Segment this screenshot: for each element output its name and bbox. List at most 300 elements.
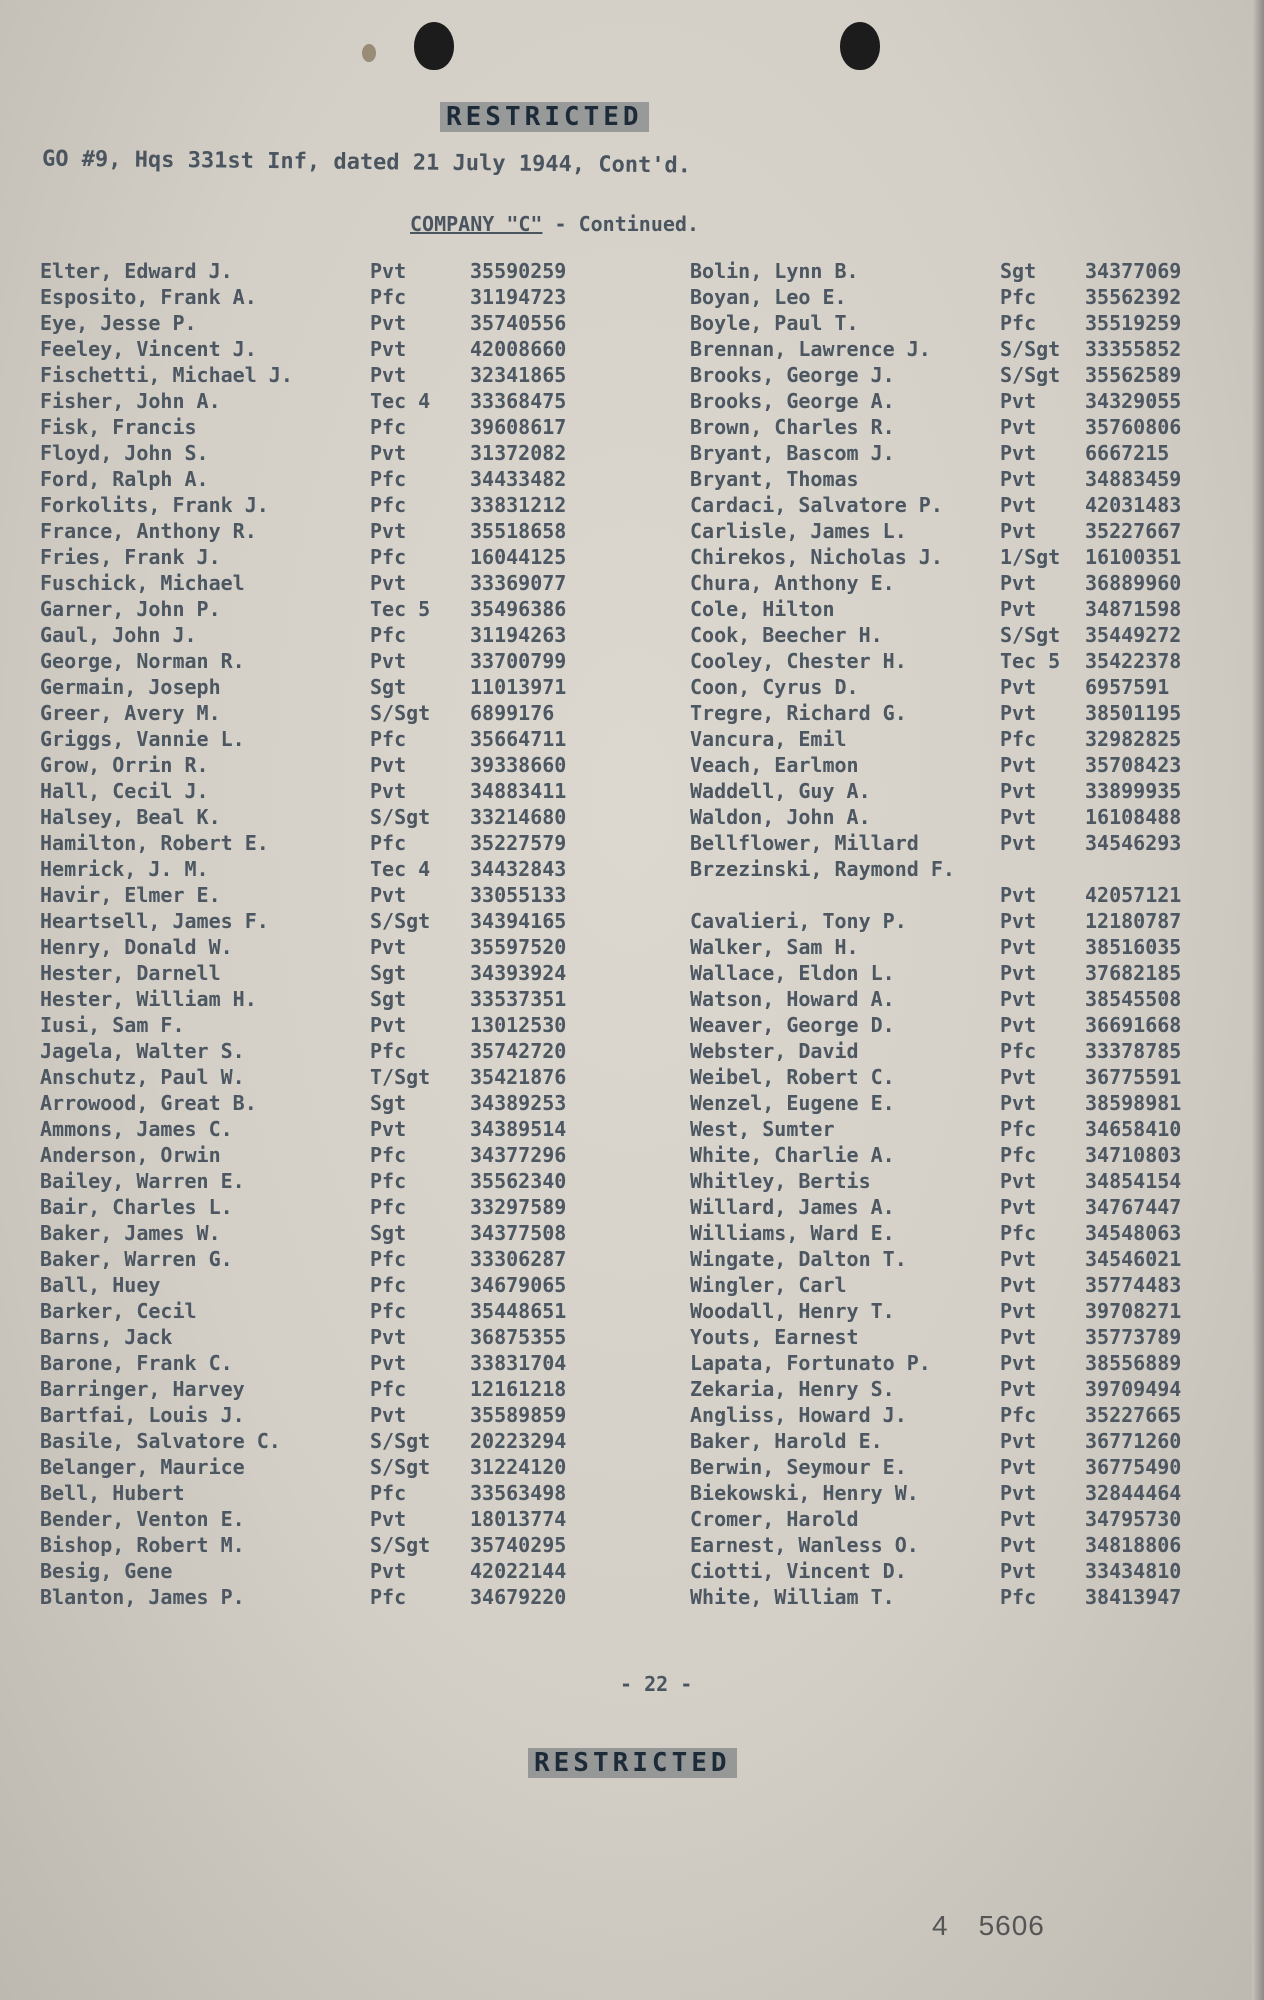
roster-entry: [690, 648, 1250, 674]
roster-entry: [40, 1246, 620, 1272]
soldier-rank: Pvt: [370, 337, 407, 361]
soldier-serial-number: 34871598: [1085, 597, 1182, 621]
roster-entry: [690, 1116, 1250, 1142]
soldier-serial-number: 36691668: [1085, 1013, 1182, 1037]
roster-entry: [40, 648, 620, 674]
roster-entry: [40, 1012, 620, 1038]
soldier-rank: Pfc: [370, 545, 407, 569]
roster-entry: [690, 986, 1250, 1012]
soldier-serial-number: 34377508: [470, 1221, 567, 1245]
roster-entry: [40, 1350, 620, 1376]
roster-entry: [40, 1584, 620, 1610]
soldier-serial-number: 33355852: [1085, 337, 1182, 361]
roster-entry: [690, 1402, 1250, 1428]
soldier-serial-number: 34432843: [470, 857, 567, 881]
soldier-serial-number: 33537351: [470, 987, 567, 1011]
soldier-rank: Pvt: [1000, 493, 1037, 517]
soldier-serial-number: 35448651: [470, 1299, 567, 1323]
soldier-serial-number: 33368475: [470, 389, 567, 413]
roster-entry: [40, 1506, 620, 1532]
soldier-name: Hester, William H.: [40, 987, 257, 1011]
soldier-name: Arrowood, Great B.: [40, 1091, 257, 1115]
roster-entry: [690, 882, 1250, 908]
soldier-serial-number: 34546293: [1085, 831, 1182, 855]
soldier-serial-number: 34710803: [1085, 1143, 1182, 1167]
soldier-rank: Pfc: [370, 831, 407, 855]
soldier-serial-number: 35760806: [1085, 415, 1182, 439]
roster-entry: [40, 1324, 620, 1350]
soldier-rank: Pfc: [1000, 1221, 1037, 1245]
roster-entry: [690, 596, 1250, 622]
soldier-rank: S/Sgt: [370, 1533, 431, 1557]
soldier-rank: S/Sgt: [370, 1455, 431, 1479]
roster-entry: [40, 752, 620, 778]
soldier-serial-number: 34767447: [1085, 1195, 1182, 1219]
soldier-serial-number: 12161218: [470, 1377, 567, 1401]
roster-entry: [40, 284, 620, 310]
soldier-name: Eye, Jesse P.: [40, 311, 197, 335]
roster-entry: [690, 1506, 1250, 1532]
soldier-rank: Pfc: [370, 1195, 407, 1219]
roster-entry: [40, 492, 620, 518]
soldier-serial-number: 35227579: [470, 831, 567, 855]
roster-entry: [690, 1428, 1250, 1454]
roster-entry: [40, 388, 620, 414]
soldier-rank: Pvt: [1000, 1299, 1037, 1323]
soldier-serial-number: 36889960: [1085, 571, 1182, 595]
soldier-serial-number: 33831704: [470, 1351, 567, 1375]
soldier-name: Henry, Donald W.: [40, 935, 233, 959]
soldier-rank: Pfc: [1000, 311, 1037, 335]
soldier-name: Boyan, Leo E.: [690, 285, 847, 309]
soldier-rank: S/Sgt: [370, 701, 431, 725]
soldier-serial-number: 39338660: [470, 753, 567, 777]
soldier-rank: Pvt: [1000, 441, 1037, 465]
soldier-rank: Pfc: [1000, 1143, 1037, 1167]
soldier-rank: Pvt: [370, 363, 407, 387]
soldier-serial-number: 36775490: [1085, 1455, 1182, 1479]
soldier-rank: Pvt: [370, 1013, 407, 1037]
soldier-rank: Pvt: [1000, 1247, 1037, 1271]
roster-entry: [40, 1064, 620, 1090]
soldier-serial-number: 35773789: [1085, 1325, 1182, 1349]
soldier-rank: Tec 4: [370, 857, 431, 881]
roster-entry: [40, 700, 620, 726]
roster-entry: [40, 778, 620, 804]
soldier-serial-number: 6957591: [1085, 675, 1170, 699]
soldier-serial-number: 35589859: [470, 1403, 567, 1427]
roster-entry: [690, 830, 1250, 856]
soldier-serial-number: 35519259: [1085, 311, 1182, 335]
soldier-rank: Pvt: [370, 1117, 407, 1141]
roster-entry: [40, 1428, 620, 1454]
soldier-name: Forkolits, Frank J.: [40, 493, 269, 517]
soldier-name: Wallace, Eldon L.: [690, 961, 895, 985]
soldier-rank: Pvt: [1000, 909, 1037, 933]
soldier-rank: Pvt: [1000, 701, 1037, 725]
soldier-name: Walker, Sam H.: [690, 935, 859, 959]
soldier-rank: Pvt: [1000, 1273, 1037, 1297]
roster-entry: [690, 960, 1250, 986]
soldier-rank: Pvt: [1000, 1559, 1037, 1583]
soldier-name: Brooks, George A.: [690, 389, 895, 413]
soldier-serial-number: 34393924: [470, 961, 567, 985]
soldier-serial-number: 42008660: [470, 337, 567, 361]
roster-entry: [40, 1532, 620, 1558]
soldier-name: Heartsell, James F.: [40, 909, 269, 933]
soldier-rank: Pvt: [1000, 883, 1037, 907]
soldier-name: Belanger, Maurice: [40, 1455, 245, 1479]
roster-entry: [690, 492, 1250, 518]
soldier-name: Watson, Howard A.: [690, 987, 895, 1011]
roster-entry: [40, 1090, 620, 1116]
soldier-name: Floyd, John S.: [40, 441, 209, 465]
soldier-serial-number: 37682185: [1085, 961, 1182, 985]
soldier-name: Fries, Frank J.: [40, 545, 221, 569]
soldier-rank: S/Sgt: [370, 1429, 431, 1453]
soldier-serial-number: 12180787: [1085, 909, 1182, 933]
roster-entry: [40, 1220, 620, 1246]
roster-entry: [690, 1012, 1250, 1038]
soldier-name: Ammons, James C.: [40, 1117, 233, 1141]
soldier-serial-number: 34679065: [470, 1273, 567, 1297]
soldier-serial-number: 35740556: [470, 311, 567, 335]
soldier-serial-number: 18013774: [470, 1507, 567, 1531]
pencil-annotation: [932, 1910, 1045, 1942]
soldier-rank: Pvt: [1000, 1195, 1037, 1219]
soldier-name: Barringer, Harvey: [40, 1377, 245, 1401]
soldier-name: Bryant, Thomas: [690, 467, 859, 491]
soldier-rank: Pfc: [370, 1377, 407, 1401]
roster-entry: [690, 1246, 1250, 1272]
soldier-serial-number: 35449272: [1085, 623, 1182, 647]
soldier-rank: Pfc: [370, 623, 407, 647]
roster-entry: [40, 1142, 620, 1168]
soldier-name: West, Sumter: [690, 1117, 835, 1141]
soldier-name: Baker, Warren G.: [40, 1247, 233, 1271]
soldier-name: Carlisle, James L.: [690, 519, 907, 543]
soldier-name: Basile, Salvatore C.: [40, 1429, 281, 1453]
soldier-serial-number: 35590259: [470, 259, 567, 283]
soldier-rank: S/Sgt: [1000, 363, 1061, 387]
soldier-name: Brennan, Lawrence J.: [690, 337, 931, 361]
soldier-rank: Sgt: [370, 1091, 407, 1115]
soldier-serial-number: 35422378: [1085, 649, 1182, 673]
soldier-serial-number: 16044125: [470, 545, 567, 569]
roster-entry: [690, 778, 1250, 804]
soldier-name: Fisk, Francis: [40, 415, 197, 439]
soldier-serial-number: 34389514: [470, 1117, 567, 1141]
roster-entry: [690, 1298, 1250, 1324]
soldier-name: Bolin, Lynn B.: [690, 259, 859, 283]
roster-entry: [690, 1532, 1250, 1558]
roster-entry: [40, 1116, 620, 1142]
soldier-serial-number: 38413947: [1085, 1585, 1182, 1609]
soldier-name: Willard, James A.: [690, 1195, 895, 1219]
soldier-rank: Sgt: [1000, 259, 1037, 283]
soldier-rank: Pfc: [1000, 727, 1037, 751]
soldier-rank: Pvt: [1000, 1481, 1037, 1505]
roster-entry: [690, 544, 1250, 570]
soldier-serial-number: 33700799: [470, 649, 567, 673]
soldier-rank: Pvt: [370, 441, 407, 465]
soldier-rank: Pvt: [1000, 1065, 1037, 1089]
soldier-rank: Tec 5: [1000, 649, 1061, 673]
soldier-serial-number: 34658410: [1085, 1117, 1182, 1141]
soldier-rank: Pvt: [370, 1351, 407, 1375]
soldier-serial-number: 34546021: [1085, 1247, 1182, 1271]
roster-entry: [40, 1480, 620, 1506]
soldier-serial-number: 11013971: [470, 675, 567, 699]
roster-entry: [690, 1168, 1250, 1194]
soldier-rank: Pfc: [370, 727, 407, 751]
soldier-name: Brooks, George J.: [690, 363, 895, 387]
roster-right-column: [690, 258, 1250, 1610]
roster-entry: [690, 336, 1250, 362]
soldier-rank: Pvt: [370, 753, 407, 777]
roster-entry: [40, 622, 620, 648]
soldier-name: Fisher, John A.: [40, 389, 221, 413]
soldier-name: Brzezinski, Raymond F.: [690, 857, 955, 881]
roster-entry: [690, 1558, 1250, 1584]
soldier-name: Ball, Huey: [40, 1273, 161, 1297]
soldier-serial-number: 20223294: [470, 1429, 567, 1453]
soldier-serial-number: 36775591: [1085, 1065, 1182, 1089]
soldier-rank: Pfc: [370, 1143, 407, 1167]
soldier-name: Chura, Anthony E.: [690, 571, 895, 595]
roster-entry: [690, 1454, 1250, 1480]
soldier-name: Webster, David: [690, 1039, 859, 1063]
soldier-rank: T/Sgt: [370, 1065, 431, 1089]
soldier-name: Cooley, Chester H.: [690, 649, 907, 673]
soldier-serial-number: 34883459: [1085, 467, 1182, 491]
soldier-serial-number: 35421876: [470, 1065, 567, 1089]
soldier-name: Hester, Darnell: [40, 961, 221, 985]
roster-entry: [690, 414, 1250, 440]
punch-hole-left: [414, 22, 454, 70]
soldier-serial-number: 31194263: [470, 623, 567, 647]
roster-entry: [690, 388, 1250, 414]
soldier-name: Waddell, Guy A.: [690, 779, 871, 803]
roster-entry: [40, 414, 620, 440]
soldier-name: Earnest, Wanless O.: [690, 1533, 919, 1557]
soldier-name: Bair, Charles L.: [40, 1195, 233, 1219]
soldier-rank: Pvt: [1000, 1091, 1037, 1115]
soldier-name: Ciotti, Vincent D.: [690, 1559, 907, 1583]
soldier-rank: Pvt: [1000, 389, 1037, 413]
soldier-name: White, Charlie A.: [690, 1143, 895, 1167]
soldier-serial-number: 35664711: [470, 727, 567, 751]
soldier-serial-number: 35708423: [1085, 753, 1182, 777]
roster-entry: [690, 1376, 1250, 1402]
soldier-serial-number: 42022144: [470, 1559, 567, 1583]
soldier-name: Whitley, Bertis: [690, 1169, 871, 1193]
soldier-serial-number: 42031483: [1085, 493, 1182, 517]
soldier-rank: Pvt: [1000, 1013, 1037, 1037]
soldier-serial-number: 34377296: [470, 1143, 567, 1167]
soldier-name: Bailey, Warren E.: [40, 1169, 245, 1193]
soldier-name: Brown, Charles R.: [690, 415, 895, 439]
soldier-serial-number: 38598981: [1085, 1091, 1182, 1115]
roster-entry: [40, 1298, 620, 1324]
soldier-rank: Pvt: [370, 779, 407, 803]
soldier-name: Griggs, Vannie L.: [40, 727, 245, 751]
soldier-name: Feeley, Vincent J.: [40, 337, 257, 361]
restricted-stamp-bottom: RESTRICTED: [528, 1748, 737, 1778]
soldier-serial-number: 34329055: [1085, 389, 1182, 413]
soldier-name: White, William T.: [690, 1585, 895, 1609]
soldier-rank: Pvt: [370, 519, 407, 543]
soldier-name: Wingler, Carl: [690, 1273, 847, 1297]
soldier-name: Barns, Jack: [40, 1325, 173, 1349]
soldier-name: Hemrick, J. M.: [40, 857, 209, 881]
roster-entry: [40, 1454, 620, 1480]
soldier-serial-number: 33434810: [1085, 1559, 1182, 1583]
soldier-name: Woodall, Henry T.: [690, 1299, 895, 1323]
soldier-name: Barone, Frank C.: [40, 1351, 233, 1375]
roster-entry: [690, 700, 1250, 726]
soldier-name: Fuschick, Michael: [40, 571, 245, 595]
soldier-rank: Tec 4: [370, 389, 431, 413]
roster-entry: [40, 934, 620, 960]
soldier-rank: Pvt: [1000, 805, 1037, 829]
soldier-name: Baker, Harold E.: [690, 1429, 883, 1453]
soldier-rank: Pvt: [1000, 415, 1037, 439]
pencil-annotation-a: 4: [932, 1910, 949, 1941]
soldier-name: Germain, Joseph: [40, 675, 221, 699]
roster-entry: [690, 622, 1250, 648]
soldier-serial-number: 13012530: [470, 1013, 567, 1037]
soldier-name: Gaul, John J.: [40, 623, 197, 647]
soldier-serial-number: 33369077: [470, 571, 567, 595]
soldier-rank: S/Sgt: [1000, 623, 1061, 647]
roster-entry: [690, 674, 1250, 700]
roster-entry: [40, 856, 620, 882]
soldier-serial-number: 39708271: [1085, 1299, 1182, 1323]
roster-entry: [690, 570, 1250, 596]
punch-hole-right: [840, 22, 880, 70]
roster-entry: [40, 310, 620, 336]
soldier-rank: Pfc: [370, 467, 407, 491]
roster-entry: [40, 1168, 620, 1194]
soldier-serial-number: 35740295: [470, 1533, 567, 1557]
soldier-serial-number: 35227667: [1085, 519, 1182, 543]
roster-entry: [40, 1194, 620, 1220]
soldier-name: Wenzel, Eugene E.: [690, 1091, 895, 1115]
soldier-rank: Pvt: [1000, 675, 1037, 699]
soldier-rank: Pvt: [370, 1507, 407, 1531]
soldier-serial-number: 33378785: [1085, 1039, 1182, 1063]
roster-entry: [690, 1194, 1250, 1220]
soldier-name: Bell, Hubert: [40, 1481, 185, 1505]
soldier-serial-number: 16100351: [1085, 545, 1182, 569]
restricted-stamp-top: RESTRICTED: [440, 102, 649, 132]
soldier-name: Bender, Venton E.: [40, 1507, 245, 1531]
soldier-name: Iusi, Sam F.: [40, 1013, 185, 1037]
roster-entry: [40, 1038, 620, 1064]
soldier-name: Cole, Hilton: [690, 597, 835, 621]
roster-entry: [40, 908, 620, 934]
soldier-rank: Pfc: [370, 1273, 407, 1297]
soldier-name: Williams, Ward E.: [690, 1221, 895, 1245]
soldier-serial-number: 33306287: [470, 1247, 567, 1271]
soldier-serial-number: 33297589: [470, 1195, 567, 1219]
soldier-name: Anschutz, Paul W.: [40, 1065, 245, 1089]
soldier-rank: Tec 5: [370, 597, 431, 621]
roster-entry: [690, 726, 1250, 752]
soldier-name: Berwin, Seymour E.: [690, 1455, 907, 1479]
soldier-serial-number: 38556889: [1085, 1351, 1182, 1375]
soldier-rank: Pvt: [370, 883, 407, 907]
soldier-rank: S/Sgt: [370, 805, 431, 829]
soldier-rank: Sgt: [370, 987, 407, 1011]
soldier-name: Halsey, Beal K.: [40, 805, 221, 829]
roster-entry: [40, 362, 620, 388]
roster-entry: [40, 440, 620, 466]
soldier-serial-number: 34854154: [1085, 1169, 1182, 1193]
soldier-serial-number: 35496386: [470, 597, 567, 621]
soldier-name: Hall, Cecil J.: [40, 779, 209, 803]
soldier-serial-number: 33214680: [470, 805, 567, 829]
roster-entry: [40, 596, 620, 622]
roster-entry: [40, 674, 620, 700]
roster-entry: [40, 544, 620, 570]
roster-entry: [40, 1558, 620, 1584]
soldier-rank: Pfc: [370, 285, 407, 309]
roster-entry: [40, 258, 620, 284]
company-suffix: - Continued.: [542, 212, 699, 236]
roster-entry: [690, 1584, 1250, 1610]
soldier-rank: Pvt: [370, 935, 407, 959]
soldier-serial-number: 32844464: [1085, 1481, 1182, 1505]
soldier-name: George, Norman R.: [40, 649, 245, 673]
soldier-name: Tregre, Richard G.: [690, 701, 907, 725]
soldier-serial-number: 39608617: [470, 415, 567, 439]
soldier-serial-number: 42057121: [1085, 883, 1182, 907]
soldier-name: Barker, Cecil: [40, 1299, 197, 1323]
soldier-serial-number: 33055133: [470, 883, 567, 907]
soldier-serial-number: 6899176: [470, 701, 555, 725]
soldier-rank: Pvt: [370, 649, 407, 673]
page-edge-shadow: [1252, 0, 1264, 2000]
soldier-serial-number: 34433482: [470, 467, 567, 491]
roster-entry: [40, 882, 620, 908]
soldier-rank: Pvt: [370, 1403, 407, 1427]
soldier-rank: Pfc: [370, 1299, 407, 1323]
soldier-rank: Pvt: [1000, 571, 1037, 595]
soldier-rank: S/Sgt: [370, 909, 431, 933]
roster-entry: [690, 258, 1250, 284]
roster-entry: [690, 466, 1250, 492]
soldier-name: Veach, Earlmon: [690, 753, 859, 777]
roster-entry: [690, 1220, 1250, 1246]
roster-entry: [690, 804, 1250, 830]
soldier-rank: Pfc: [1000, 285, 1037, 309]
soldier-rank: Pfc: [370, 493, 407, 517]
soldier-rank: Pvt: [1000, 1325, 1037, 1349]
soldier-rank: Pvt: [1000, 1533, 1037, 1557]
roster-entry: [690, 284, 1250, 310]
roster-entry: [40, 570, 620, 596]
soldier-rank: Pvt: [1000, 1455, 1037, 1479]
soldier-serial-number: 31372082: [470, 441, 567, 465]
soldier-serial-number: 34394165: [470, 909, 567, 933]
soldier-rank: 1/Sgt: [1000, 545, 1061, 569]
soldier-rank: Pvt: [1000, 1429, 1037, 1453]
roster-entry: [690, 1090, 1250, 1116]
soldier-name: Coon, Cyrus D.: [690, 675, 859, 699]
roster-entry: [40, 1272, 620, 1298]
